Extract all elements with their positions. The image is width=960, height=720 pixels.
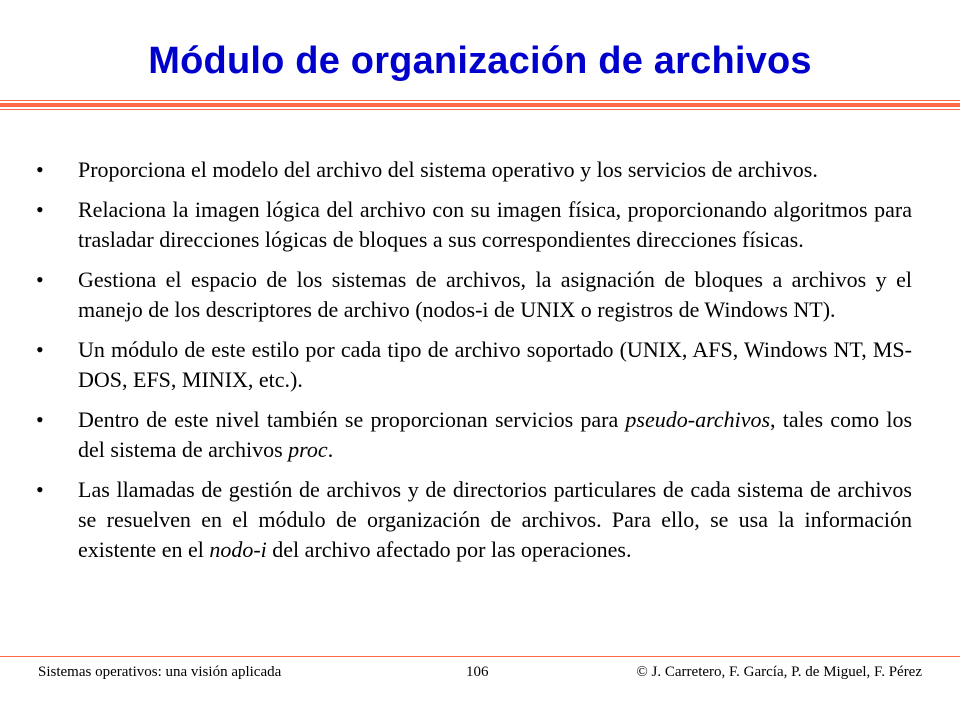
bullet-item (36, 405, 912, 465)
bullet-list (36, 155, 912, 575)
bullet-marker: • (36, 197, 44, 222)
bullet-item (36, 195, 912, 255)
bullet-text-part: . (327, 437, 334, 462)
italic-term: proc (288, 437, 328, 462)
bullet-marker: • (36, 407, 44, 432)
slide-title: Módulo de organización de archivos (148, 40, 812, 82)
bullet-marker: • (36, 267, 44, 292)
bullet-marker: • (36, 337, 44, 362)
bullet-item (36, 265, 912, 325)
page-number: 106 (466, 664, 489, 680)
bullet-text-part: , tales como los del sistema de archivos (78, 407, 913, 462)
title-divider-bottom (0, 109, 960, 110)
bullet-text: Relaciona la imagen lógica del archivo con su imagen física, proporcionando algoritmos para trasladar direcciones lógicas de bloques a sus correspondientes direcciones físicas. (78, 197, 912, 252)
bullet-text-part: del archivo afectado por las operaciones. (266, 537, 632, 562)
bullet-text-part: Dentro de este nivel también se proporcionan servicios para (78, 407, 626, 432)
footer-book-title: Sistemas operativos: una visión aplicada (38, 664, 282, 680)
footer-divider (0, 656, 960, 657)
footer-copyright: © J. Carretero, F. García, P. de Miguel, F. Pérez (636, 664, 922, 680)
bullet-item (36, 335, 912, 395)
bullet-item (36, 155, 912, 185)
title-divider-thick (0, 103, 960, 107)
bullet-marker: • (36, 157, 44, 182)
bullet-marker: • (36, 477, 44, 502)
bullet-text: Un módulo de este estilo por cada tipo de archivo soportado (UNIX, AFS, Windows NT, MS-DOS, EFS, MINIX, etc.). (78, 337, 912, 392)
title-divider-top (0, 100, 960, 101)
italic-term: pseudo-archivos (625, 407, 771, 432)
bullet-text: Gestiona el espacio de los sistemas de archivos, la asignación de bloques a archivos y el manejo de los descriptores de archivo (nodos-i de UNIX o registros de Windows NT). (78, 267, 912, 322)
bullet-text: Proporciona el modelo del archivo del sistema operativo y los servicios de archivos. (78, 157, 818, 182)
italic-term: nodo-i (209, 537, 267, 562)
bullet-item (36, 475, 912, 565)
bullet-text-part: Las llamadas de gestión de archivos y de directorios particulares de cada sistema de archivos se resuelven en el módulo de organización de archivos. Para ello, se usa la información existente en el (78, 477, 912, 562)
